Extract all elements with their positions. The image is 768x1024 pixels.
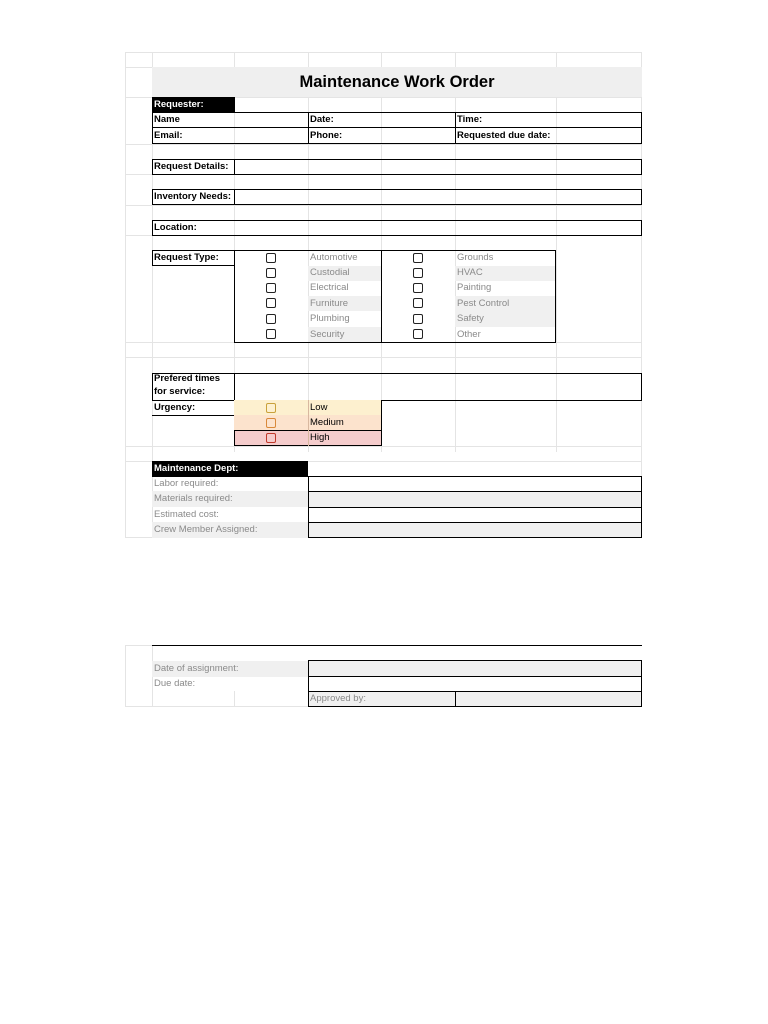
requester-header: Requester: [154, 99, 204, 110]
due-date-field[interactable] [309, 677, 641, 691]
option-custodial: Custodial [310, 267, 350, 278]
due-date-label: Due date: [154, 678, 196, 689]
name-label: Name [154, 114, 180, 125]
option-furniture: Furniture [310, 298, 349, 309]
request-type-label: Request Type: [154, 252, 219, 263]
materials-required-field[interactable] [309, 492, 641, 506]
option-grounds: Grounds [457, 252, 494, 263]
requested-due-date-field[interactable] [556, 128, 641, 143]
approved-by-label: Approved by: [310, 693, 366, 704]
materials-required-label: Materials required: [154, 493, 233, 504]
checkbox-custodial[interactable] [266, 268, 276, 278]
email-label: Email: [154, 130, 183, 141]
checkbox-safety[interactable] [413, 314, 423, 324]
checkbox-grounds[interactable] [413, 253, 423, 263]
preferred-times-label-line2: for service: [154, 386, 206, 397]
email-field[interactable] [235, 128, 307, 143]
checkbox-electrical[interactable] [266, 283, 276, 293]
urgency-low-label: Low [310, 402, 328, 413]
date-of-assignment-label: Date of assignment: [154, 663, 239, 674]
date-of-assignment-field[interactable] [309, 661, 641, 675]
location-label: Location: [154, 222, 197, 233]
date-label: Date: [310, 114, 334, 125]
checkbox-urgency-medium[interactable] [266, 418, 276, 428]
checkbox-automotive[interactable] [266, 253, 276, 263]
checkbox-hvac[interactable] [413, 268, 423, 278]
phone-field[interactable] [382, 128, 454, 143]
preferred-times-label-line1: Prefered times [154, 373, 221, 384]
urgency-high-label: High [310, 432, 330, 443]
checkbox-urgency-low[interactable] [266, 403, 276, 413]
option-hvac: HVAC [457, 267, 483, 278]
request-details-label: Request Details: [154, 161, 229, 172]
date-field[interactable] [382, 113, 454, 127]
option-safety: Safety [457, 313, 484, 324]
option-other: Other [457, 329, 481, 340]
labor-required-label: Labor required: [154, 478, 219, 489]
labor-required-field[interactable] [309, 477, 641, 491]
request-details-field[interactable] [235, 160, 641, 174]
estimated-cost-label: Estimated cost: [154, 509, 219, 520]
crew-member-label: Crew Member Assigned: [154, 524, 258, 535]
crew-member-field[interactable] [309, 523, 641, 537]
checkbox-other[interactable] [413, 329, 423, 339]
location-field[interactable] [235, 221, 641, 235]
requested-due-date-label: Requested due date: [457, 130, 551, 141]
approved-by-field[interactable] [456, 692, 641, 706]
option-electrical: Electrical [310, 282, 349, 293]
urgency-medium-label: Medium [310, 417, 344, 428]
option-automotive: Automotive [310, 252, 358, 263]
option-pest-control: Pest Control [457, 298, 510, 309]
time-label: Time: [457, 114, 483, 125]
urgency-label: Urgency: [154, 402, 196, 413]
checkbox-urgency-high[interactable] [266, 433, 276, 443]
name-field[interactable] [235, 113, 307, 127]
estimated-cost-field[interactable] [309, 508, 641, 522]
option-security: Security [310, 329, 345, 340]
phone-label: Phone: [310, 130, 343, 141]
time-field[interactable] [556, 113, 641, 127]
checkbox-security[interactable] [266, 329, 276, 339]
maintenance-header: Maintenance Dept: [154, 463, 239, 474]
inventory-needs-label: Inventory Needs: [154, 191, 232, 202]
option-painting: Painting [457, 282, 492, 293]
inventory-needs-field[interactable] [235, 190, 641, 204]
checkbox-furniture[interactable] [266, 298, 276, 308]
preferred-times-field[interactable] [235, 374, 641, 400]
page-title: Maintenance Work Order [299, 73, 495, 91]
checkbox-pest-control[interactable] [413, 298, 423, 308]
checkbox-painting[interactable] [413, 283, 423, 293]
checkbox-plumbing[interactable] [266, 314, 276, 324]
option-plumbing: Plumbing [310, 313, 350, 324]
